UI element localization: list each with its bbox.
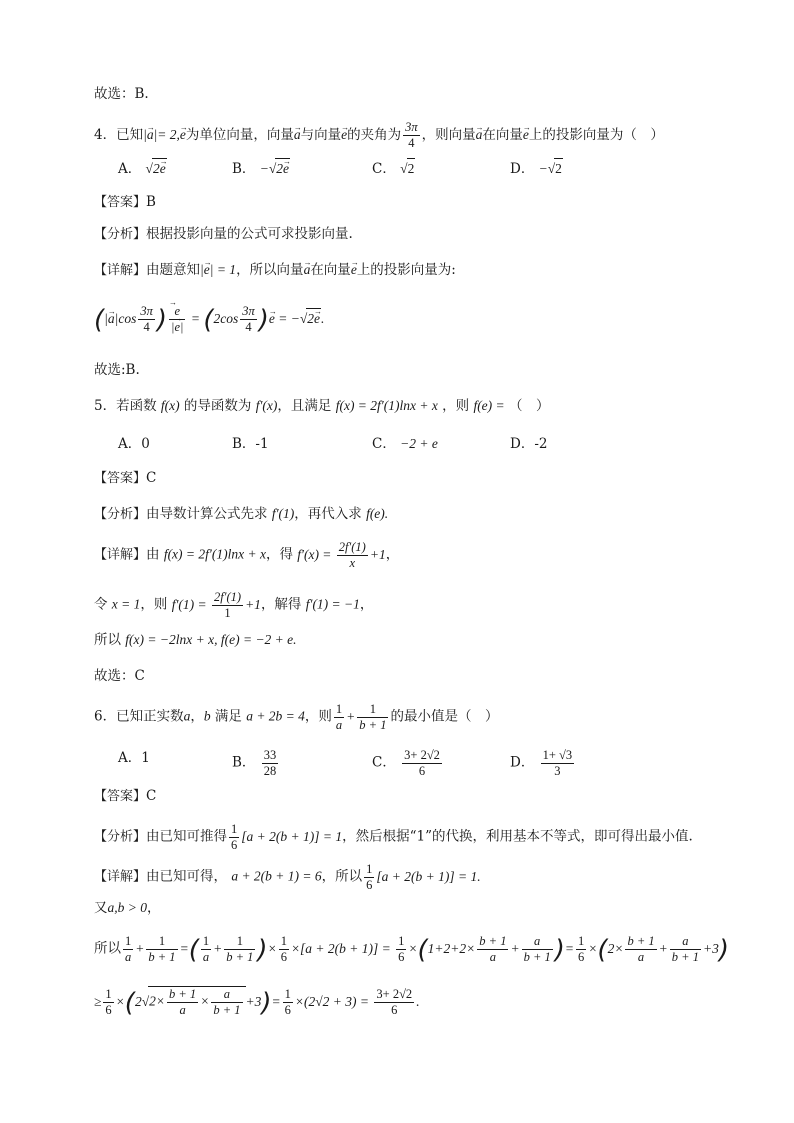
detail-line: 又a,b > 0， [94, 900, 161, 916]
option-a: A．0 [118, 436, 150, 452]
answer-choice-line: 故选：B. [94, 86, 149, 102]
question-4: 4．已知|→ a|= 2,→ e为单位向量，向量→ a与向量→ e的夹角为 $\frac{3\pi}{4}$ ，则向量→ a在向量→ e上的投影向量为（ ） [94, 120, 664, 151]
option-d: D． $\frac{1+ √3}{3}$ [510, 748, 573, 778]
analysis-line: 【分析】由已知可推得 $\frac{1}{6}$ [a + 2(b + 1)] = 1，然后根据“1”的代换，利用基本不等式，即可得出最小值. [94, 822, 693, 852]
option-d: D． −√2 [510, 158, 563, 179]
formula-line: (|→ a|cos $\frac{3\pi}{4}$ ) → $\frac{e}{|\to e|}$ = (2cos $\frac{3\pi}{4}$ )→ e = −√2→ e. [94, 304, 324, 335]
question-5: 5．若函数 f(x) 的导函数为 f′(x)，且满足 f(x) = 2f′(1)lnx + x ，则 f(e) = （ ） [94, 398, 550, 414]
answer-line: 【答案】C [94, 470, 157, 486]
detail-line: 令 x = 1，则 f′(1) = $\frac{2f'(1)}{1}$ +1，解得 f′(1) = −1， [94, 590, 374, 620]
analysis-line: 【分析】根据投影向量的公式可求投影向量. [94, 226, 353, 242]
option-d: D．-2 [510, 436, 548, 452]
option-b: B． −√2→ e [232, 158, 290, 179]
answer-line: 【答案】C [94, 788, 157, 804]
detail-line: 【详解】由已知可得， a + 2(b + 1) = 6，所以 $\frac{1}{6}$ [a + 2(b + 1)] = 1. [94, 862, 481, 892]
option-c: C． √2 [372, 158, 415, 179]
answer-choice-line: 故选：C [94, 668, 145, 684]
detail-line: 【详解】由 f(x) = 2f′(1)lnx + x，得 f′(x) = $\frac{2f'(1)}{x}$ +1， [94, 540, 400, 570]
detail-line: 所以 f(x) = −2lnx + x, f(e) = −2 + e. [94, 632, 297, 648]
answer-line: 【答案】B [94, 194, 156, 210]
detail-line: 【详解】由题意知|→ e| = 1，所以向量→ a在向量→ e上的投影向量为: [94, 260, 456, 281]
option-a: A．1 [118, 750, 150, 766]
detail-line: ≥ $\frac{1}{6}$ ×(2√2× $\frac{b + 1}{a}$ × $\frac{a}{b + 1}$ +3)= $\frac{1}{6}$ ×(2√2 + 3) = $\frac{3+ 2√2}{6}$ . [94, 987, 420, 1018]
option-b: B． $\frac{33}{28}$ [232, 748, 277, 778]
analysis-line: 【分析】由导数计算公式先求 f′(1)，再代入求 f(e). [94, 506, 389, 522]
option-c: C． −2 + e [372, 436, 438, 452]
answer-choice-line: 故选:B. [94, 362, 140, 378]
question-6: 6．已知正实数a，b 满足 a + 2b = 4，则 $\frac{1}{a}$ + $\frac{1}{b + 1}$ 的最小值是（ ） [94, 702, 499, 732]
option-a: A． √2→ e [118, 158, 167, 179]
option-c: C． $\frac{3+ 2√2}{6}$ [372, 748, 440, 778]
detail-line: 所以 $\frac{1}{a}$ + $\frac{1}{b + 1}$ =( $\frac{1}{a}$ + $\frac{1}{b + 1}$ )× $\frac{1}{6}$ ×[a + 2(b + 1)] = $\frac{1}{6}$ ×(1+2+2× $\frac{b + 1}{a}$ + $\frac{a}{b + 1}$ )= $\frac{1}{6}$ ×(2× $\frac{b + 1}{a}$ + $\frac{a}{b + 1}$ +3) [94, 934, 729, 965]
option-b: B．-1 [232, 436, 269, 452]
